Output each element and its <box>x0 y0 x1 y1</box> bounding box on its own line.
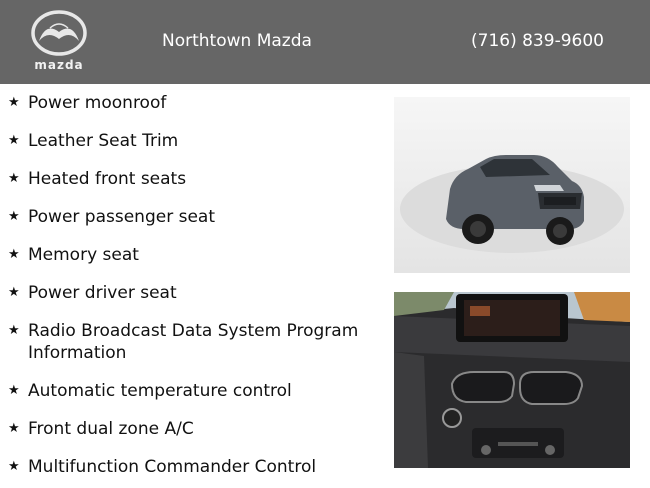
star-icon: ★ <box>8 421 20 436</box>
star-icon: ★ <box>8 247 20 262</box>
exterior-photo[interactable] <box>394 97 630 273</box>
feature-item <box>8 380 383 402</box>
vehicle-exterior-image <box>394 97 630 273</box>
star-icon: ★ <box>8 383 20 398</box>
star-icon: ★ <box>8 171 20 186</box>
feature-item <box>8 418 383 440</box>
feature-label: Radio Broadcast Data System Program Information <box>28 321 359 363</box>
star-icon: ★ <box>8 133 20 148</box>
dashboard-interior-image <box>394 292 630 468</box>
dealer-name: Northtown Mazda <box>162 31 312 51</box>
star-icon: ★ <box>8 209 20 224</box>
feature-label: Power moonroof <box>28 93 167 113</box>
star-icon: ★ <box>8 459 20 474</box>
feature-item <box>8 320 383 364</box>
star-icon: ★ <box>8 285 20 300</box>
feature-label: Automatic temperature control <box>28 381 292 401</box>
feature-label: Leather Seat Trim <box>28 131 179 151</box>
feature-item <box>8 282 383 304</box>
feature-label: Front dual zone A/C <box>28 419 194 439</box>
feature-item <box>8 92 383 114</box>
feature-item <box>8 130 383 152</box>
mazda-logo[interactable] <box>24 8 94 76</box>
header-bar <box>0 0 650 84</box>
feature-item <box>8 244 383 266</box>
feature-item <box>8 206 383 228</box>
dealer-phone[interactable]: (716) 839-9600 <box>471 31 604 51</box>
feature-item <box>8 168 383 190</box>
mazda-emblem-icon <box>24 8 94 58</box>
feature-label: Power passenger seat <box>28 207 215 227</box>
star-icon: ★ <box>8 323 20 338</box>
logo-wordmark: mazda <box>34 58 84 72</box>
star-icon: ★ <box>8 95 20 110</box>
feature-item <box>8 456 383 478</box>
feature-label: Heated front seats <box>28 169 187 189</box>
interior-photo[interactable] <box>394 292 630 468</box>
feature-label: Memory seat <box>28 245 139 265</box>
feature-label: Power driver seat <box>28 283 177 303</box>
feature-label: Multifunction Commander Control <box>28 457 317 477</box>
